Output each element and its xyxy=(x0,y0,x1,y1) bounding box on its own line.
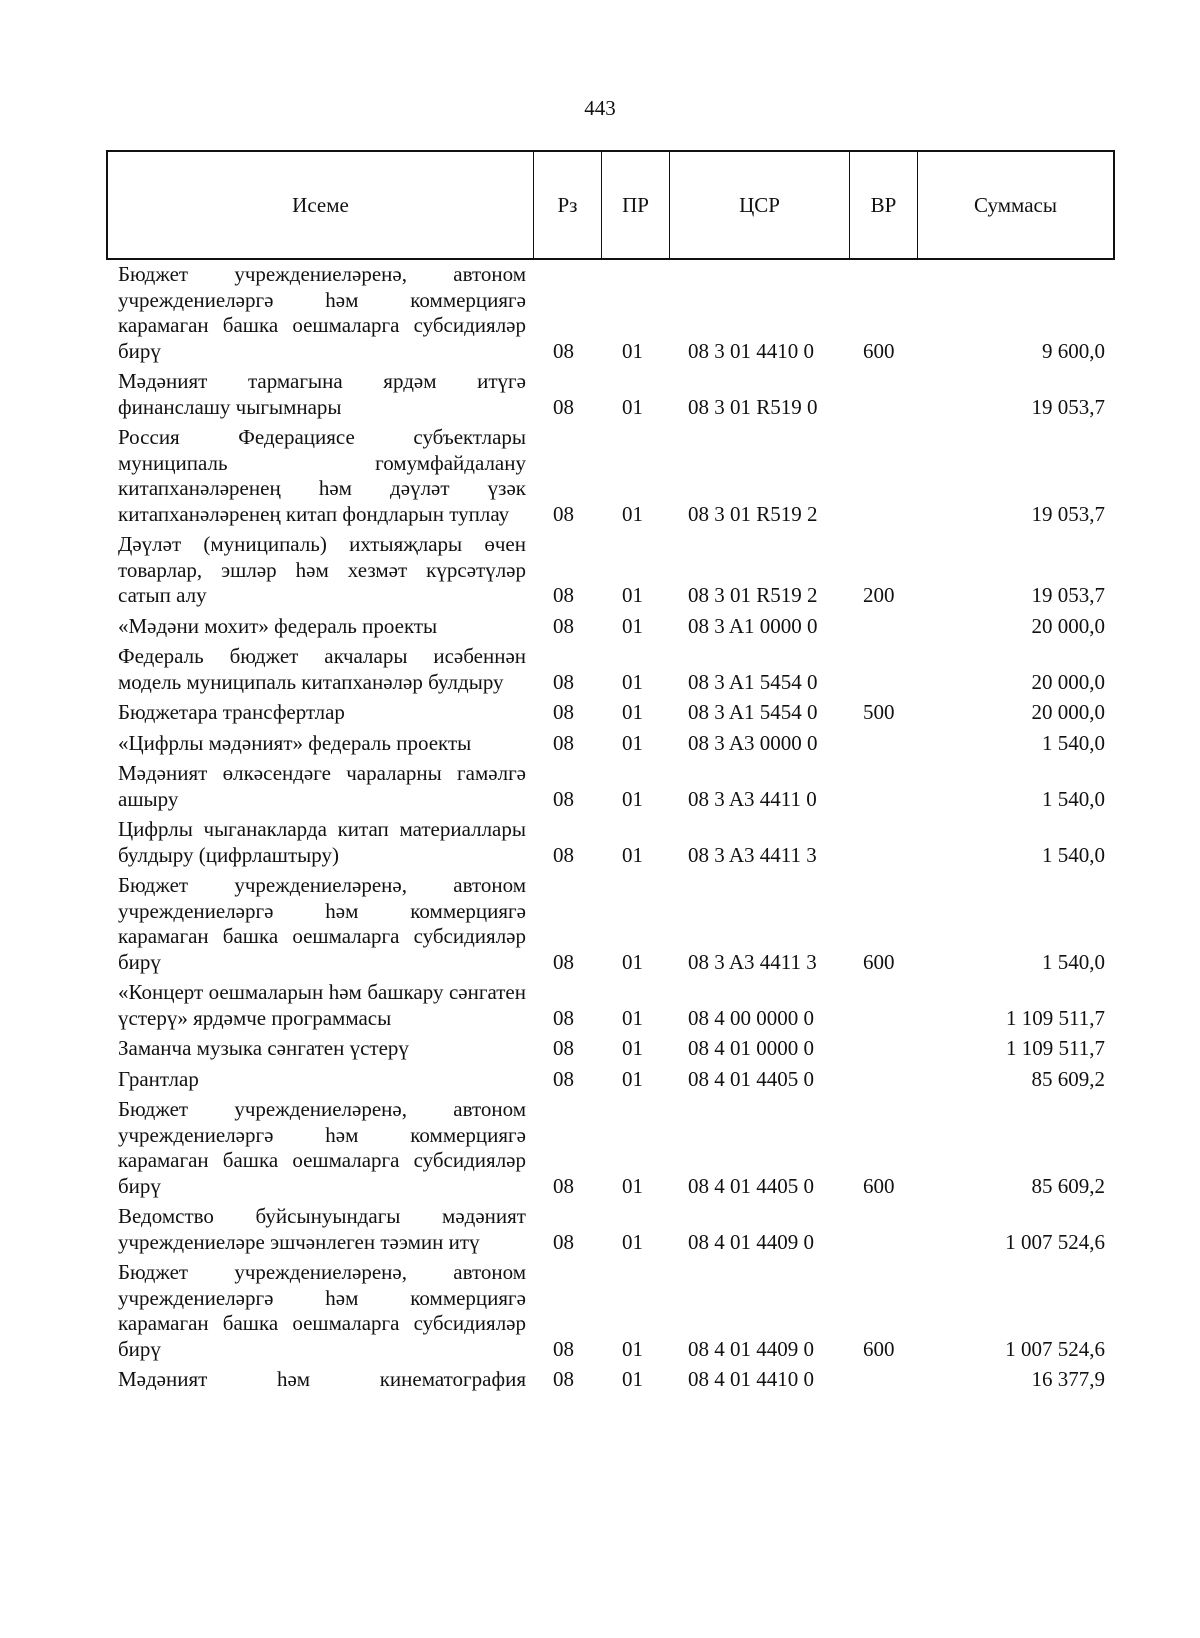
cell-pr: 01 xyxy=(622,700,643,724)
column-header-name: Исеме xyxy=(292,192,349,217)
cell-rz: 08 xyxy=(553,700,574,724)
cell-sum: 1 540,0 xyxy=(1042,730,1105,755)
cell-pr: 01 xyxy=(622,730,643,755)
cell-sum: 20 000,0 xyxy=(1031,613,1105,638)
cell-pr: 01 xyxy=(622,338,643,363)
row-name: Цифрлы чыганакларда китап материаллары булдыру (цифрлаштыру) xyxy=(118,817,526,867)
cell-rz: 08 xyxy=(553,949,574,974)
row-name: «Мәдәни мохит» федераль проекты xyxy=(118,613,438,638)
cell-rz: 08 xyxy=(553,1036,574,1060)
cell-rz: 08 xyxy=(553,1005,574,1030)
cell-rz: 08 xyxy=(553,786,574,811)
cell-csr: 08 3 01 R519 2 xyxy=(688,583,818,607)
cell-csr: 08 4 00 0000 0 xyxy=(688,1005,814,1030)
cell-pr: 01 xyxy=(622,501,643,526)
cell-csr: 08 4 01 0000 0 xyxy=(688,1036,814,1060)
cell-csr: 08 4 01 4409 0 xyxy=(688,1229,814,1254)
cell-sum: 9 600,0 xyxy=(1042,338,1105,363)
cell-pr: 01 xyxy=(622,613,643,638)
table-row xyxy=(0,817,1200,868)
cell-sum: 1 540,0 xyxy=(1042,786,1105,811)
cell-sum: 1 540,0 xyxy=(1042,949,1105,974)
table-row xyxy=(0,1260,1200,1362)
cell-sum: 1 007 524,6 xyxy=(1005,1229,1105,1254)
cell-sum: 1 109 511,7 xyxy=(1006,1036,1105,1060)
table-row xyxy=(0,262,1200,364)
cell-csr: 08 3 01 4410 0 xyxy=(688,338,814,363)
cell-pr: 01 xyxy=(622,583,643,607)
cell-vr: 600 xyxy=(863,949,895,974)
cell-vr: 600 xyxy=(863,338,895,363)
row-name: Дәүләт (муниципаль) ихтыяҗлары өчен товарлар, эшләр һәм хезмәт күрсәтүләр сатып алу xyxy=(118,532,526,607)
row-name: Бюджет учреждениеләренә, автоном учреждениеләргә һәм коммерциягә карамаган башка оешмаларга субсидияләр бирү xyxy=(118,262,526,363)
row-name: Мәдәният һәм кинематография xyxy=(118,1367,526,1391)
cell-rz: 08 xyxy=(553,730,574,755)
table-row xyxy=(0,369,1200,420)
cell-csr: 08 3 01 R519 0 xyxy=(688,394,818,419)
table-row xyxy=(0,1204,1200,1255)
row-name: Мәдәният тармагына ярдәм итүгә финанслашу чыгымнары xyxy=(118,369,526,419)
column-header-vr: ВР xyxy=(849,152,917,258)
cell-rz: 08 xyxy=(553,669,574,694)
row-name: Бюджет учреждениеләренә, автоном учреждениеләргә һәм коммерциягә карамаган башка оешмаларга субсидияләр бирү xyxy=(118,1260,526,1361)
cell-vr: 200 xyxy=(863,583,895,607)
cell-sum: 85 609,2 xyxy=(1031,1066,1105,1091)
row-name: Мәдәният өлкәсендәге чараларны гамәлгә ашыру xyxy=(118,761,526,811)
cell-csr: 08 3 A1 5454 0 xyxy=(688,669,818,694)
table-row xyxy=(0,532,1200,609)
cell-csr: 08 3 A1 5454 0 xyxy=(688,700,818,724)
table-row xyxy=(0,761,1200,812)
cell-sum: 19 053,7 xyxy=(1031,583,1105,607)
column-header-pr: ПР xyxy=(601,152,669,258)
cell-rz: 08 xyxy=(553,842,574,867)
row-name: Грантлар xyxy=(118,1066,199,1091)
cell-pr: 01 xyxy=(622,1173,643,1198)
cell-vr: 500 xyxy=(863,700,895,724)
column-header-csr: ЦСР xyxy=(669,152,849,258)
cell-sum: 16 377,9 xyxy=(1031,1367,1105,1391)
row-name: Бюджетара трансфертлар xyxy=(118,700,345,724)
table-row xyxy=(0,1067,1200,1093)
row-name: «Концерт оешмаларын һәм башкару сәнгатен үстерү» ярдәмче программасы xyxy=(118,980,526,1030)
cell-rz: 08 xyxy=(553,583,574,607)
table-row xyxy=(0,1367,1200,1393)
cell-pr: 01 xyxy=(622,394,643,419)
cell-pr: 01 xyxy=(622,669,643,694)
table-row xyxy=(0,873,1200,975)
cell-csr: 08 4 01 4409 0 xyxy=(688,1336,814,1361)
column-header-rz: Рз xyxy=(533,152,601,258)
cell-pr: 01 xyxy=(622,1336,643,1361)
cell-csr: 08 4 01 4405 0 xyxy=(688,1066,814,1091)
table-body xyxy=(0,262,1200,1393)
cell-rz: 08 xyxy=(553,1367,574,1391)
row-name: Бюджет учреждениеләренә, автоном учреждениеләргә һәм коммерциягә карамаган башка оешмаларга субсидияләр бирү xyxy=(118,1097,526,1198)
cell-csr: 08 3 A1 0000 0 xyxy=(688,613,818,638)
cell-rz: 08 xyxy=(553,1173,574,1198)
cell-vr: 600 xyxy=(863,1173,895,1198)
cell-rz: 08 xyxy=(553,1229,574,1254)
cell-csr: 08 4 01 4405 0 xyxy=(688,1173,814,1198)
cell-rz: 08 xyxy=(553,394,574,419)
cell-pr: 01 xyxy=(622,1367,643,1391)
row-name: «Цифрлы мәдәният» федераль проекты xyxy=(118,730,472,755)
cell-sum: 1 109 511,7 xyxy=(1006,1005,1105,1030)
row-name: Федераль бюджет акчалары исәбеннән модель муниципаль китапханәләр булдыру xyxy=(118,644,526,694)
row-name: Ведомство буйсынуындагы мәдәният учреждениеләре эшчәнлеген тәэмин итү xyxy=(118,1204,526,1254)
table-row xyxy=(0,425,1200,527)
table-row xyxy=(0,644,1200,695)
cell-rz: 08 xyxy=(553,1066,574,1091)
cell-pr: 01 xyxy=(622,842,643,867)
cell-rz: 08 xyxy=(553,501,574,526)
row-name: Заманча музыка сәнгатен үстерү xyxy=(118,1036,409,1060)
cell-sum: 20 000,0 xyxy=(1031,669,1105,694)
cell-sum: 1 007 524,6 xyxy=(1005,1336,1105,1361)
cell-sum: 85 609,2 xyxy=(1031,1173,1105,1198)
cell-pr: 01 xyxy=(622,1066,643,1091)
cell-sum: 20 000,0 xyxy=(1031,700,1105,724)
table-row xyxy=(0,731,1200,757)
cell-csr: 08 3 A3 0000 0 xyxy=(688,730,818,755)
cell-sum: 19 053,7 xyxy=(1031,501,1105,526)
cell-csr: 08 3 A3 4411 3 xyxy=(688,842,817,867)
table-row xyxy=(0,1036,1200,1062)
cell-rz: 08 xyxy=(553,1336,574,1361)
cell-rz: 08 xyxy=(553,613,574,638)
cell-csr: 08 3 01 R519 2 xyxy=(688,501,818,526)
cell-vr: 600 xyxy=(863,1336,895,1361)
cell-rz: 08 xyxy=(553,338,574,363)
cell-pr: 01 xyxy=(622,786,643,811)
cell-csr: 08 3 A3 4411 0 xyxy=(688,786,817,811)
cell-csr: 08 3 A3 4411 3 xyxy=(688,949,817,974)
cell-pr: 01 xyxy=(622,1229,643,1254)
cell-sum: 19 053,7 xyxy=(1031,394,1105,419)
page-number: 443 xyxy=(584,96,616,120)
table-row xyxy=(0,1097,1200,1199)
row-name: Бюджет учреждениеләренә, автоном учреждениеләргә һәм коммерциягә карамаган башка оешмаларга субсидияләр бирү xyxy=(118,873,526,974)
table-row xyxy=(0,614,1200,640)
table-row xyxy=(0,700,1200,726)
row-name: Россия Федерациясе субъектлары муниципаль гомумфайдалану китапханәләренең һәм дәүләт үзәк китапханәләренең китап фондларын туплау xyxy=(118,425,526,526)
cell-pr: 01 xyxy=(622,949,643,974)
cell-pr: 01 xyxy=(622,1036,643,1060)
table-row xyxy=(0,980,1200,1031)
column-header-sum: Суммасы xyxy=(917,152,1113,258)
cell-sum: 1 540,0 xyxy=(1042,842,1105,867)
table-header xyxy=(106,150,1115,260)
cell-csr: 08 4 01 4410 0 xyxy=(688,1367,814,1391)
cell-pr: 01 xyxy=(622,1005,643,1030)
